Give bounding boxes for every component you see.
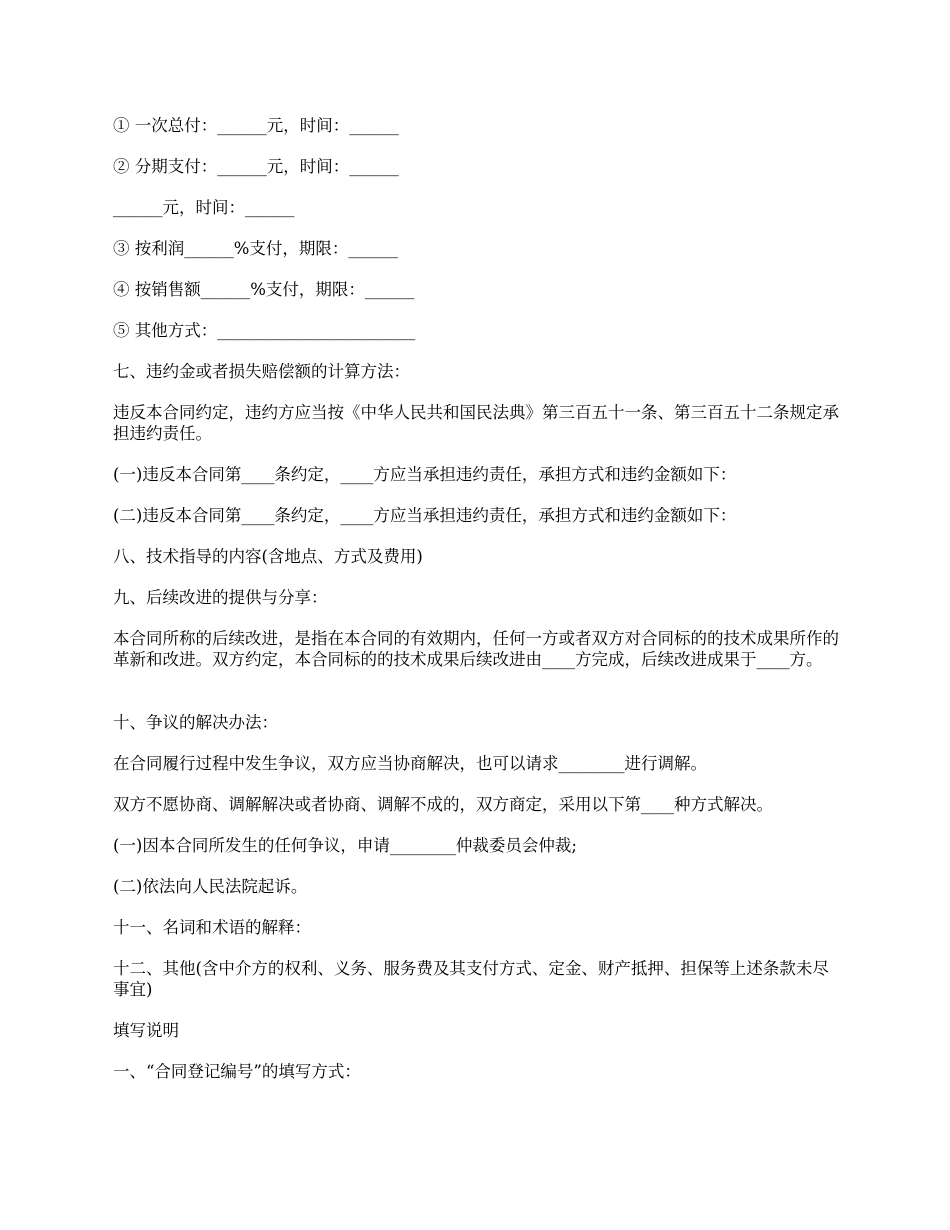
section-7-body: 违反本合同约定，违约方应当按《中华人民共和国民法典》第三百五十一条、第三百五十二条规定承担违约责任。	[113, 403, 839, 443]
section-12-heading: 十二、其他(含中介方的权利、义务、服务费及其支付方式、定金、财产抵押、担保等上述条款未尽事宜)	[113, 959, 829, 999]
payment-by-profit: ③ 按利润______%支付，期限：______	[113, 239, 398, 258]
payment-by-sales: ④ 按销售额______%支付，期限：______	[113, 280, 415, 299]
section-10-heading: 十、争议的解决办法：	[113, 713, 278, 732]
dispute-arbitration: (一)因本合同所发生的任何争议，申请________仲裁委员会仲裁;	[113, 836, 577, 855]
dispute-resolution-choice: 双方不愿协商、调解解决或者协商、调解不成的，双方商定，采用以下第____种方式解决。	[113, 795, 773, 814]
section-7-heading: 七、违约金或者损失赔偿额的计算方法：	[113, 362, 410, 381]
section-8-heading: 八、技术指导的内容(含地点、方式及费用)	[113, 547, 423, 566]
breach-clause-2: (二)违反本合同第____条约定，____方应当承担违约责任，承担方式和违约金额如下：	[113, 506, 737, 525]
payment-installment: ② 分期支付：______元，时间：______	[113, 157, 399, 176]
dispute-mediation: 在合同履行过程中发生争议，双方应当协商解决，也可以请求________进行调解。	[113, 754, 707, 773]
section-11-heading: 十一、名词和术语的解释：	[113, 918, 311, 937]
dispute-litigation: (二)依法向人民法院起诉。	[113, 877, 308, 896]
breach-clause-1: (一)违反本合同第____条约定，____方应当承担违约责任，承担方式和违约金额如下：	[113, 465, 737, 484]
payment-lump-sum: ① 一次总付：______元，时间：______	[113, 116, 399, 135]
section-9-body: 本合同所称的后续改进，是指在本合同的有效期内，任何一方或者双方对合同标的的技术成果所作的革新和改进。双方约定，本合同标的的技术成果后续改进由____方完成，后续改进成果于____方。	[113, 629, 839, 669]
payment-other: ⑤ 其他方式：________________________	[113, 321, 416, 340]
payment-installment-continued: ______元，时间：______	[113, 198, 295, 217]
instructions-item-1: 一、“合同登记编号”的填写方式：	[113, 1062, 361, 1081]
instructions-title: 填写说明	[113, 1021, 179, 1040]
section-9-heading: 九、后续改进的提供与分享：	[113, 588, 328, 607]
